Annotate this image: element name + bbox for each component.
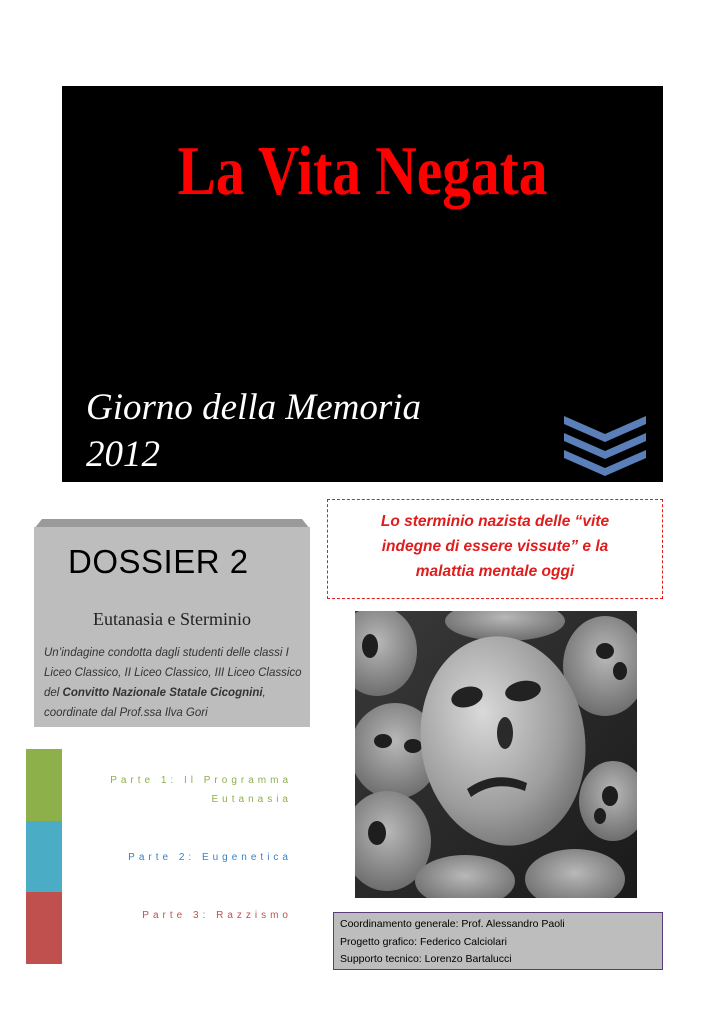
part-2-link[interactable] [128, 848, 292, 867]
dossier-title: DOSSIER 2 [68, 543, 249, 580]
page-title: La Vita Negata [177, 133, 548, 210]
hero-banner [62, 86, 663, 482]
credits-box [333, 912, 663, 970]
color-bar-blue [26, 821, 62, 892]
triple-chevron-down-icon [564, 414, 646, 476]
credits-graphic-design: Progetto grafico: Federico Calciolari [340, 935, 507, 948]
quote-line1: Lo sterminio nazista delle “vite [380, 513, 610, 530]
part-1-title-cont: Eutanasia [211, 794, 292, 805]
part-2-title: Parte 2: Eugenetica [128, 852, 292, 863]
hero-subtitle-year: 2012 [86, 434, 160, 475]
dossier-desc-part2: , coordinate dal Prof.ssa Ilva Gori [44, 687, 266, 719]
dossier-subtitle: Eutanasia e Sterminio [93, 609, 251, 629]
dossier-desc-part1: Un’indagine condotta dagli studenti delle classi I Liceo Classico, II Liceo Classico, III Liceo Classico del [44, 647, 302, 699]
part-1-link[interactable] [110, 771, 292, 809]
metal-faces-photo [355, 611, 637, 898]
color-bar-red [26, 892, 62, 964]
dossier-desc-school: Convitto Nazionale Statale Cicognini [62, 687, 263, 699]
part-3-title: Parte 3: Razzismo [142, 910, 292, 921]
part-3-link[interactable] [142, 906, 292, 925]
color-bar-green [26, 749, 62, 821]
hero-subtitle-line1: Giorno della Memoria [86, 387, 422, 428]
credits-tech-support: Supporto tecnico: Lorenzo Bartalucci [340, 953, 512, 965]
dossier-panel [34, 519, 310, 727]
hero-subtitle [86, 384, 421, 478]
quote-box [327, 499, 663, 599]
part-1-title: Parte 1: Il Programma [110, 775, 292, 786]
quote-line2: indegne di essere vissute” e la [381, 538, 609, 555]
quote-line3: malattia mentale oggi [415, 563, 575, 580]
credits-coordination: Coordinamento generale: Prof. Alessandro Paoli [340, 918, 565, 930]
dossier-description [44, 643, 306, 723]
